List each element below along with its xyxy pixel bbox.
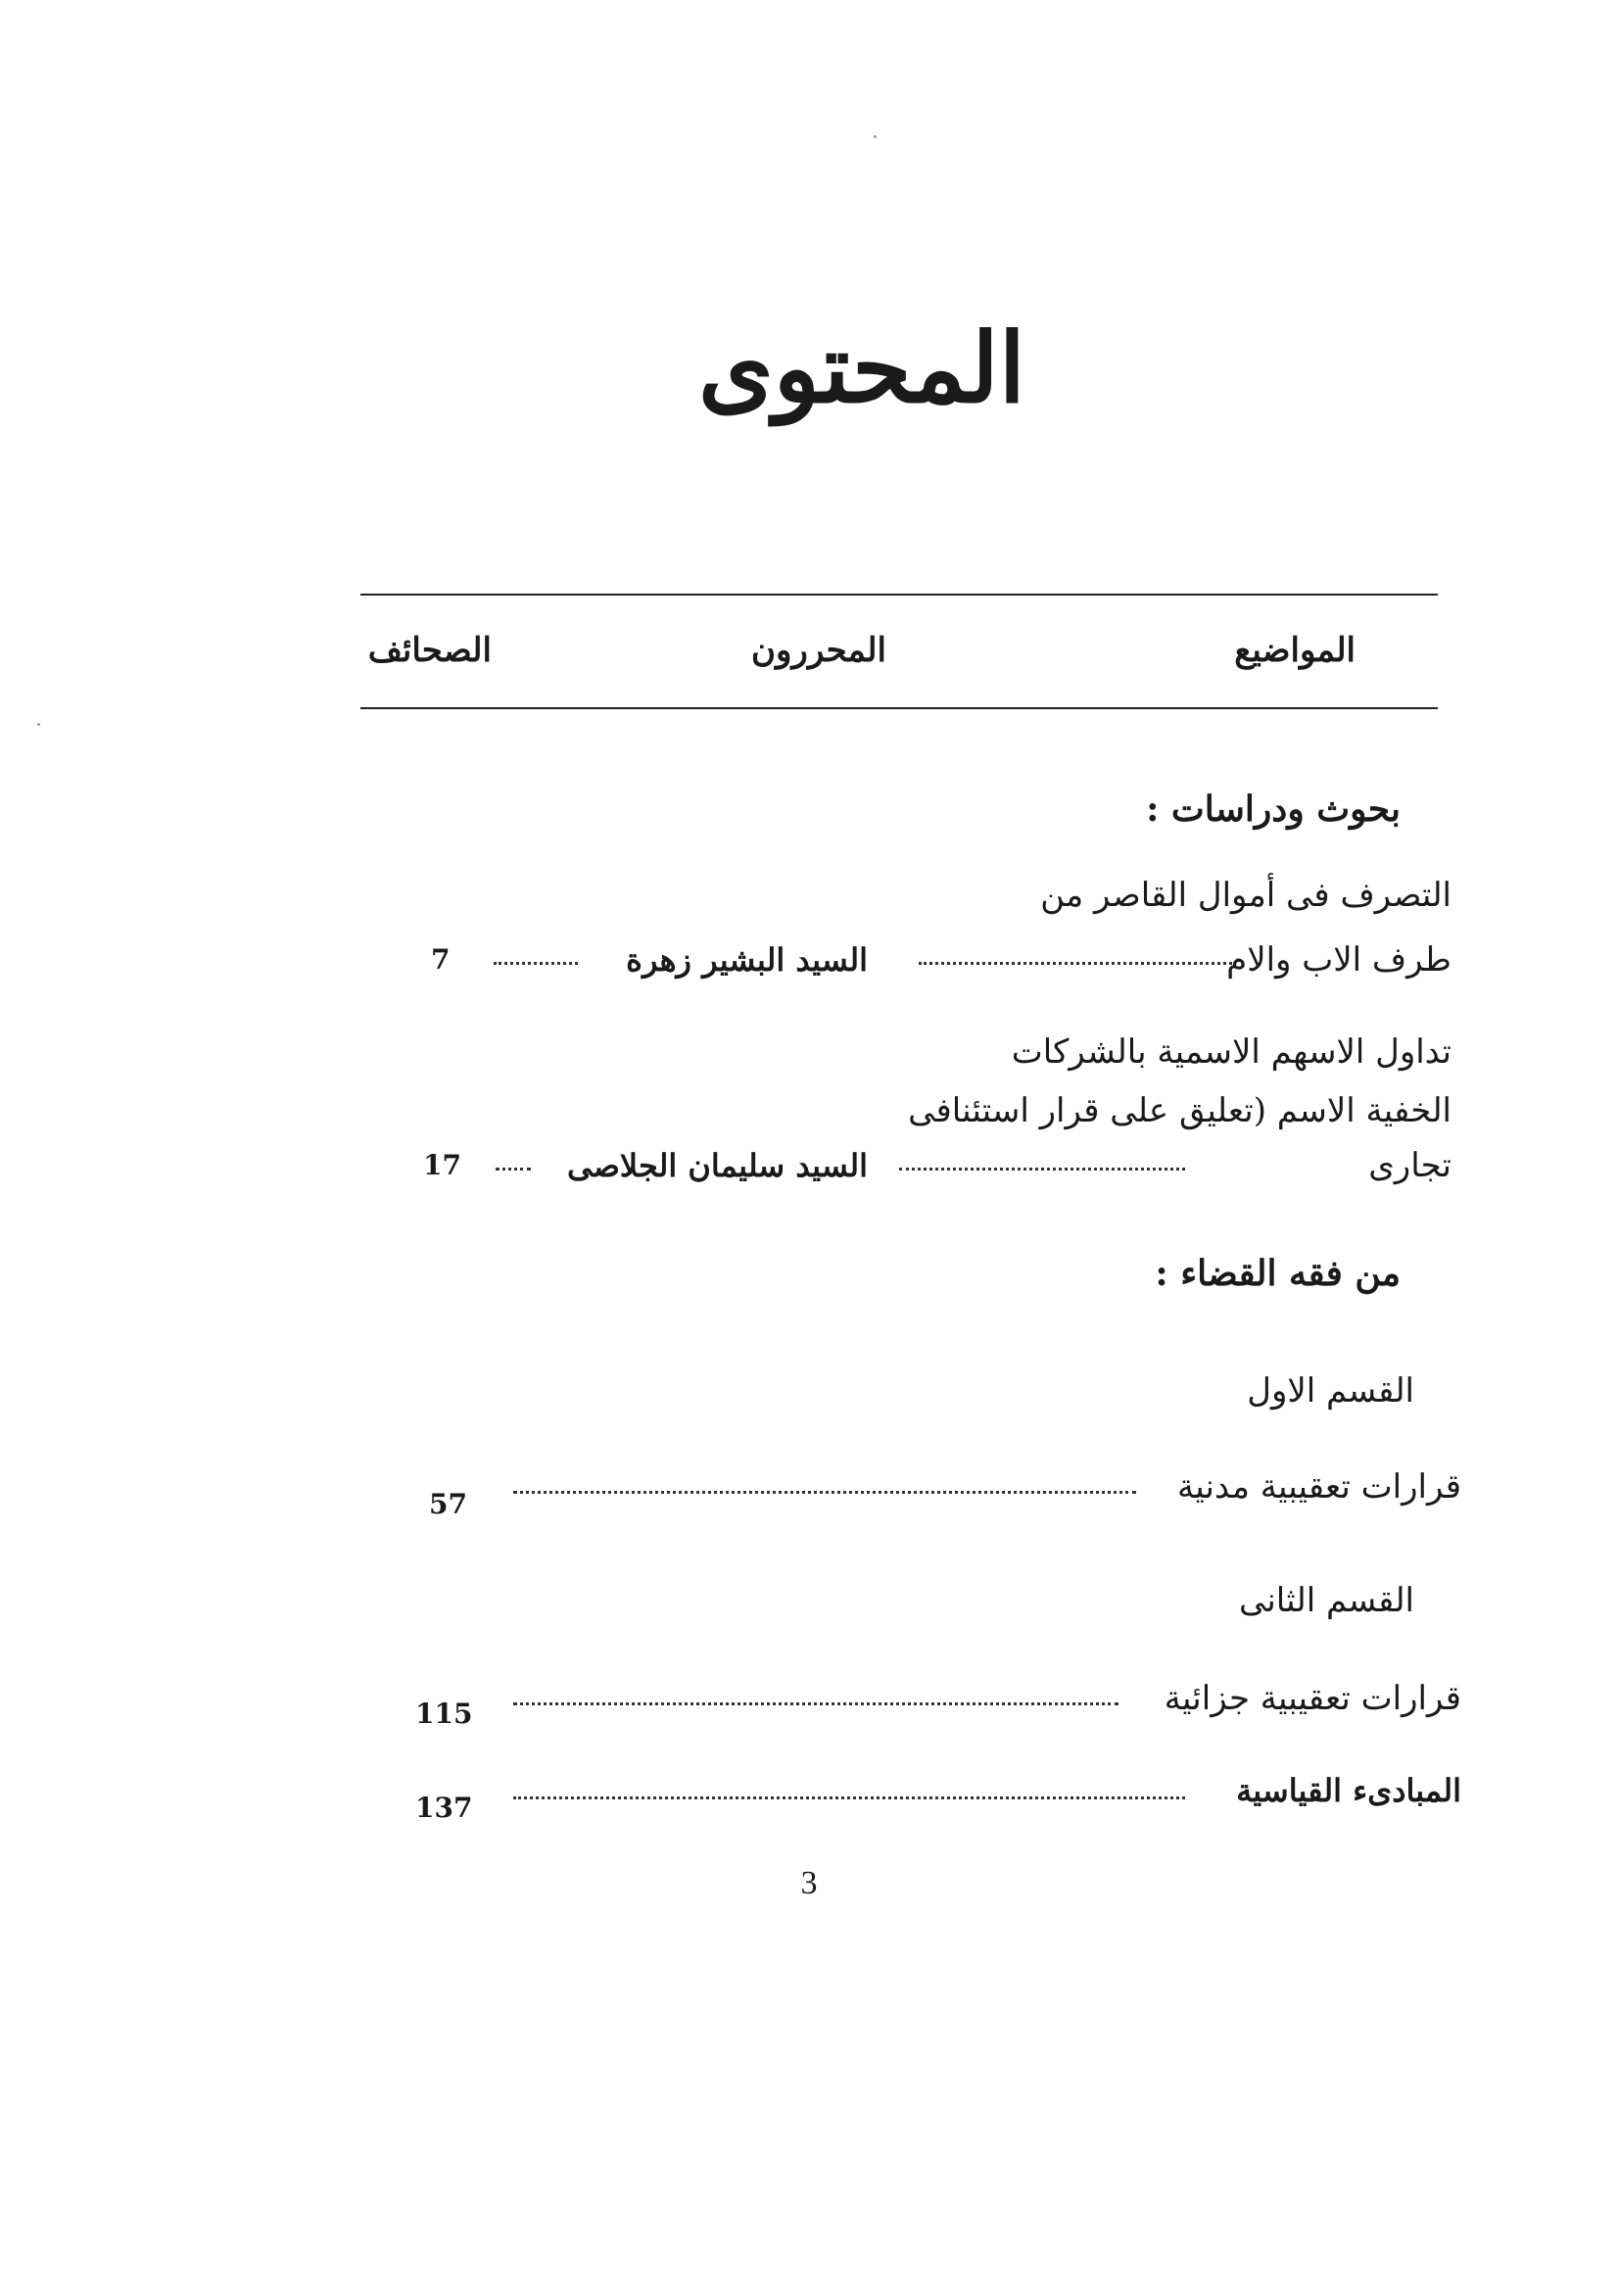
section-heading-jurisprudence: من فقه القضاء : <box>1155 1253 1401 1294</box>
entry-title-line: الخفية الاسم (تعليق على قرار استئنافى <box>908 1091 1451 1130</box>
scan-speck <box>37 723 40 726</box>
header-rule-top <box>360 594 1438 596</box>
page-number: 3 <box>800 1865 818 1901</box>
entry-title-line: المبادىء القياسية <box>1236 1772 1461 1809</box>
entry-title-line: تداول الاسهم الاسمية بالشركات <box>1011 1032 1451 1072</box>
header-rule-bottom <box>360 707 1438 709</box>
page-title: المحتوى <box>698 312 1025 425</box>
entry-author: السيد سليمان الجلاصى <box>567 1147 868 1184</box>
section-heading-research: بحوث ودراسات : <box>1146 789 1401 830</box>
entry-page-number: 57 <box>429 1488 467 1520</box>
scan-speck <box>874 135 877 138</box>
leader-dots <box>513 1702 1118 1705</box>
column-header-editors: المحررون <box>751 631 886 670</box>
entry-title-line: طرف الاب والام <box>1226 940 1451 980</box>
part-label: القسم الاول <box>1247 1371 1414 1411</box>
column-header-subjects: المواضيع <box>1234 631 1356 670</box>
part-label: القسم الثانى <box>1239 1581 1414 1620</box>
leader-dots <box>496 1168 531 1171</box>
entry-title-line: قرارات تعقيبية مدنية <box>1176 1467 1461 1507</box>
leader-dots <box>899 1168 1185 1171</box>
leader-dots <box>513 1491 1136 1494</box>
entry-page-number: 17 <box>423 1149 461 1181</box>
entry-page-number: 137 <box>415 1792 473 1824</box>
entry-page-number: 115 <box>415 1698 473 1730</box>
entry-page-number: 7 <box>431 943 451 976</box>
entry-title-line: قرارات تعقيبية جزائية <box>1164 1679 1461 1718</box>
leader-dots <box>919 962 1232 965</box>
entry-title-line: التصرف فى أموال القاصر من <box>1040 876 1451 915</box>
entry-author: السيد البشير زهرة <box>626 941 868 979</box>
column-header-pages: الصحائف <box>367 631 492 670</box>
leader-dots <box>513 1796 1185 1799</box>
leader-dots <box>494 962 578 965</box>
entry-title-line: تجارى <box>1368 1146 1451 1185</box>
